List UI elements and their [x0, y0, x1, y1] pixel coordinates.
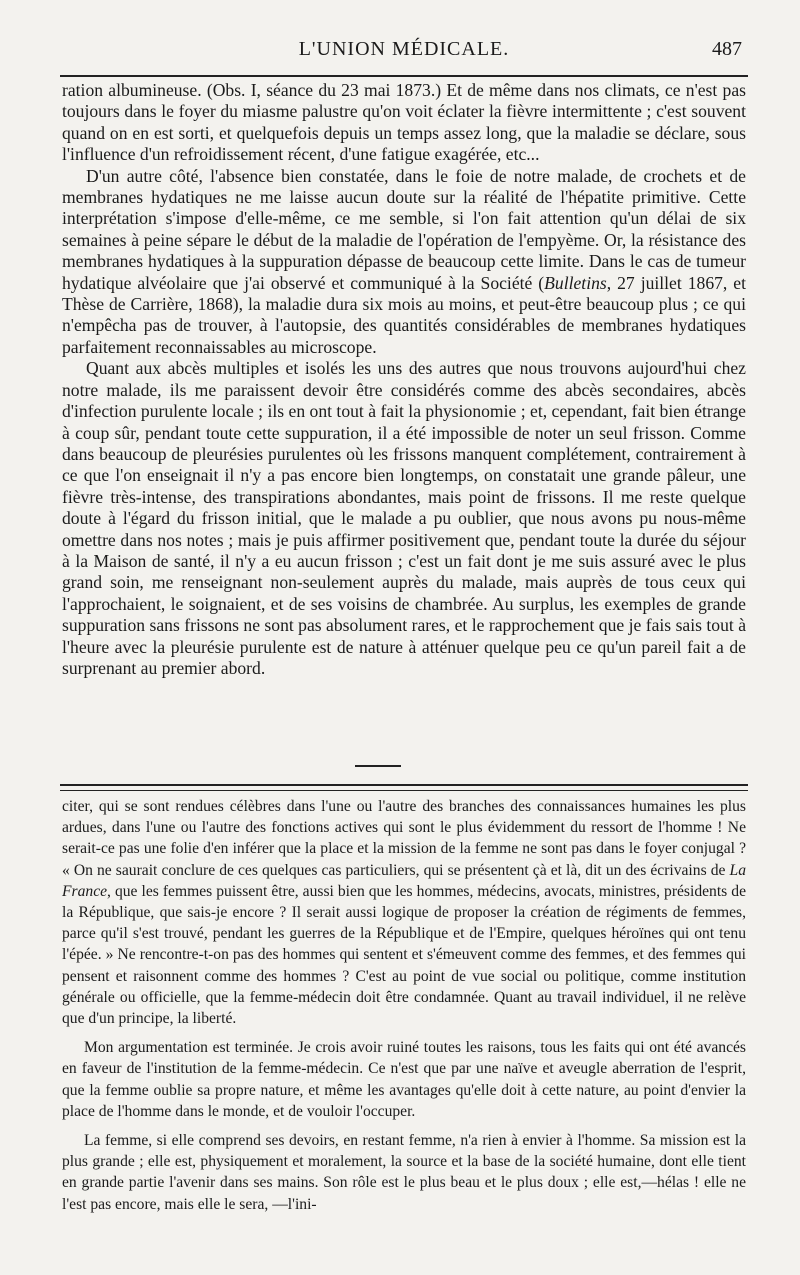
- publication-italic: La France: [62, 861, 746, 900]
- paragraph: Quant aux abcès multiples et isolés les uns des autres que nous trouvons aujourd'hui chez notre malade, ils me paraissent devoir être considérés comme des abcès secondaires, abcès d'infection purulente locale ; ils en ont tout à fait la physionomie ; et, cependant, fait bien étrange à coup sûr, pendant toute cette suppuration, il a été impossible de noter un seul frisson. Comme dans beaucoup de pleurésies purulentes où les frissons manquent complétement, contrairement à ce que l'on enseignait il n'y a pas encore bien longtemps, on constatait une grande pâleur, une fièvre très-intense, des transpirations abondantes, mais point de frissons. Il me reste quelque doute à l'égard du frisson initial, que le malade a pu oublier, que nous avons pu nous-même omettre dans nos notes ; mais je puis affirmer positivement que, pendant toute la durée du séjour à la Maison de santé, il n'y a eu aucun frisson ; c'est un fait dont je me suis assuré avec le plus grand soin, me renseignant non-seulement auprès du malade, mais auprès de tous ceux qui l'approchaient, le soignaient, et de ses voisins de chambrée. Au surplus, les exemples de grande suppuration sans frissons ne sont pas absolument rares, et le rapprochement que je fais sais tout à l'heure avec la pleurésie purulente est de nature à atténuer quelque peu ce qu'un pareil fait a de surprenant au premier abord.: [62, 358, 746, 678]
- paragraph-text: citer, qui se sont rendues célèbres dans l'une ou l'autre des branches des connaissances humaines les plus ardues, dans l'une ou l'autre des fonctions actives qui sont le plus évidemment du ressort de l'homme ! Ne serait-ce pas une folie d'en inférer que la place et la mission de la femme ne sont pas dans le foyer conjugal ? « On ne saurait conclure de ces quelques cas particuliers, qui se présentent çà et là, dit un des écrivains de: [62, 798, 746, 879]
- paragraph-text: D'un autre côté, l'absence bien constatée, dans le foie de notre malade, de crochets et de membranes hydatiques ne me laisse aucun doute sur la réalité de l'hépatite primitive. Cette interprétation s'impose d'elle-même, ce me semble, si l'on fait attention qu'un délai de six semaines à peine sépare le début de la maladie de l'opération de l'empyème. Or, la résistance des membranes hydatiques à la suppuration dépasse de beaucoup cette limite. Dans le cas de tumeur hydatique alvéolaire que j'ai observé et communiqué à la Société (: [62, 165, 746, 293]
- paragraph: [62, 166, 746, 359]
- paragraph: ration albumineuse. (Obs. I, séance du 23 mai 1873.) Et de même dans nos climats, ce n'est pas toujours dans le foyer du miasme palustre qu'on voit éclater la fièvre intermittente ; c'est souvent quand on en est sorti, et quelquefois depuis un temps assez long, que la maladie se déclare, sous l'influence d'un refroidissement récent, d'une fatigue exagérée, etc...: [62, 80, 746, 165]
- paragraph-text: , 27 juillet 1867, et Thèse de Carrière, 1868), la maladie dura six mois au moins, et peut-être beaucoup plus ; ce qui n'empêcha pas de trouver, à l'autopsie, des quantités considérables de membranes hydatiques parfaitement reconnaissables au microscope.: [62, 272, 746, 357]
- paragraph: La femme, si elle comprend ses devoirs, en restant femme, n'a rien à envier à l'homme. Sa mission est la plus grande ; elle est, physiquement et moralement, la source et la base de la société humaine, dont elle tient en grande partie l'avenir dans ses mains. Son rôle est le plus beau et le plus doux ; elle est,—hélas ! elle ne l'est pas encore, mais elle le sera, —l'ini-: [62, 1132, 746, 1213]
- paragraph-text: , que les femmes puissent être, aussi bien que les hommes, médecins, avocats, ministres, présidents de la République, que sais-je encore ? Il serait aussi logique de proposer la création de régiments de femmes, parce qu'il s'est trouvé, pendant les guerres de la République et de l'Empire, quelques héroïnes qui ont tenu l'épée. » Ne rencontre-t-on pas des hommes qui sentent et s'émeuvent comme des femmes, et des femmes qui pensent et raisonnent comme des hommes ? C'est au point de vue social ou politique, comme institution générale ou officielle, que la femme-médecin doit être condamnée. Quant au travail individuel, il ne relève que d'un principe, la liberté.: [62, 882, 746, 1028]
- citation-italic: Bulletins: [544, 272, 607, 293]
- feuilleton-section: [62, 796, 746, 1215]
- section-ornament: [355, 765, 401, 767]
- header-rule: [60, 75, 748, 77]
- paragraph: [62, 796, 746, 1029]
- page-number: 487: [712, 38, 742, 60]
- running-head: L'UNION MÉDICALE.: [298, 38, 510, 60]
- main-article: [62, 80, 746, 679]
- feuilleton-separator: [60, 784, 748, 791]
- page-header: [60, 36, 748, 66]
- paragraph: Mon argumentation est terminée. Je crois avoir ruiné toutes les raisons, tous les faits qui ont été avancés en faveur de l'institution de la femme-médecin. Ce n'est que par une naïve et aveugle aberration de l'esprit, que la femme oublie sa propre nature, et même les avantages qu'elle doit à cette nature, au point d'envier la place de l'homme dans le monde, et de vouloir l'occuper.: [62, 1039, 746, 1120]
